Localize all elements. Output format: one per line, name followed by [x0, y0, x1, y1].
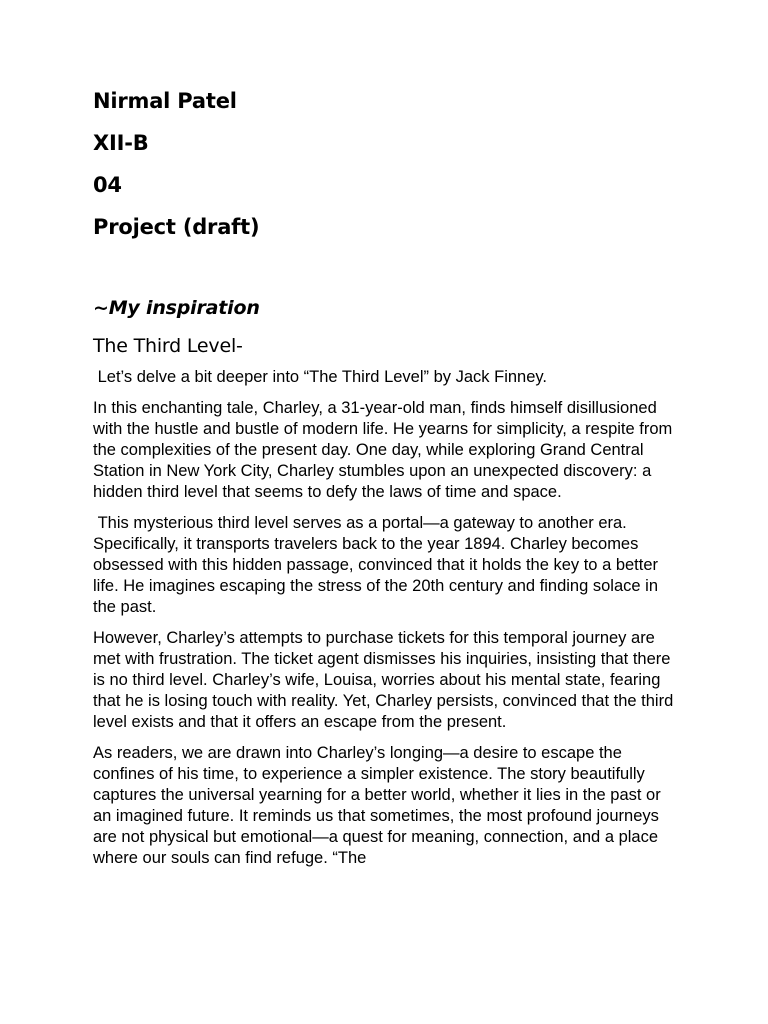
paragraph-3: However, Charley’s attempts to purchase tickets for this temporal journey are met with frustration. The ticket agent dismisses his inquiries, insisting that there is no third level. Charley’s wife, Louisa, worries about his mental state, fearing that he is losing touch with reality. Yet, Charley persists, convinced that the third level exists and that it offers an escape from the present.	[93, 629, 678, 731]
paragraph-intro: Let’s delve a bit deeper into “The Third Level” by Jack Finney.	[93, 368, 548, 386]
paragraph-2: This mysterious third level serves as a portal—a gateway to another era. Specifically, it transports travelers back to the year 1894. Charley becomes obsessed with this hidden passage, convinced that it holds the key to a better life. He imagines escaping the stress of the 20th century and finding solace in the past.	[93, 514, 663, 616]
paragraph-4: As readers, we are drawn into Charley’s longing—a desire to escape the confines of his time, to experience a simpler existence. The story beautifully captures the universal yearning for a better world, whether it lies in the past or an imagined future. It reminds us that sometimes, the most profound journeys are not physical but emotional—a quest for meaning, connection, and a place where our souls can find refuge. “The	[93, 744, 666, 867]
author-name: Nirmal Patel	[93, 89, 237, 113]
class-section: XII-B	[93, 131, 149, 155]
section-heading: ~My inspiration	[93, 297, 260, 319]
story-title: The Third Level-	[93, 335, 243, 357]
paragraph-1: In this enchanting tale, Charley, a 31-year-old man, finds himself disillusioned with the hustle and bustle of modern life. He yearns for simplicity, a respite from the complexities of the present day. One day, while exploring Grand Central Station in New York City, Charley stumbles upon an unexpected discovery: a hidden third level that seems to defy the laws of time and space.	[93, 399, 677, 501]
roll-number: 04	[93, 173, 122, 197]
spacer	[93, 255, 675, 295]
project-title: Project (draft)	[93, 215, 260, 239]
